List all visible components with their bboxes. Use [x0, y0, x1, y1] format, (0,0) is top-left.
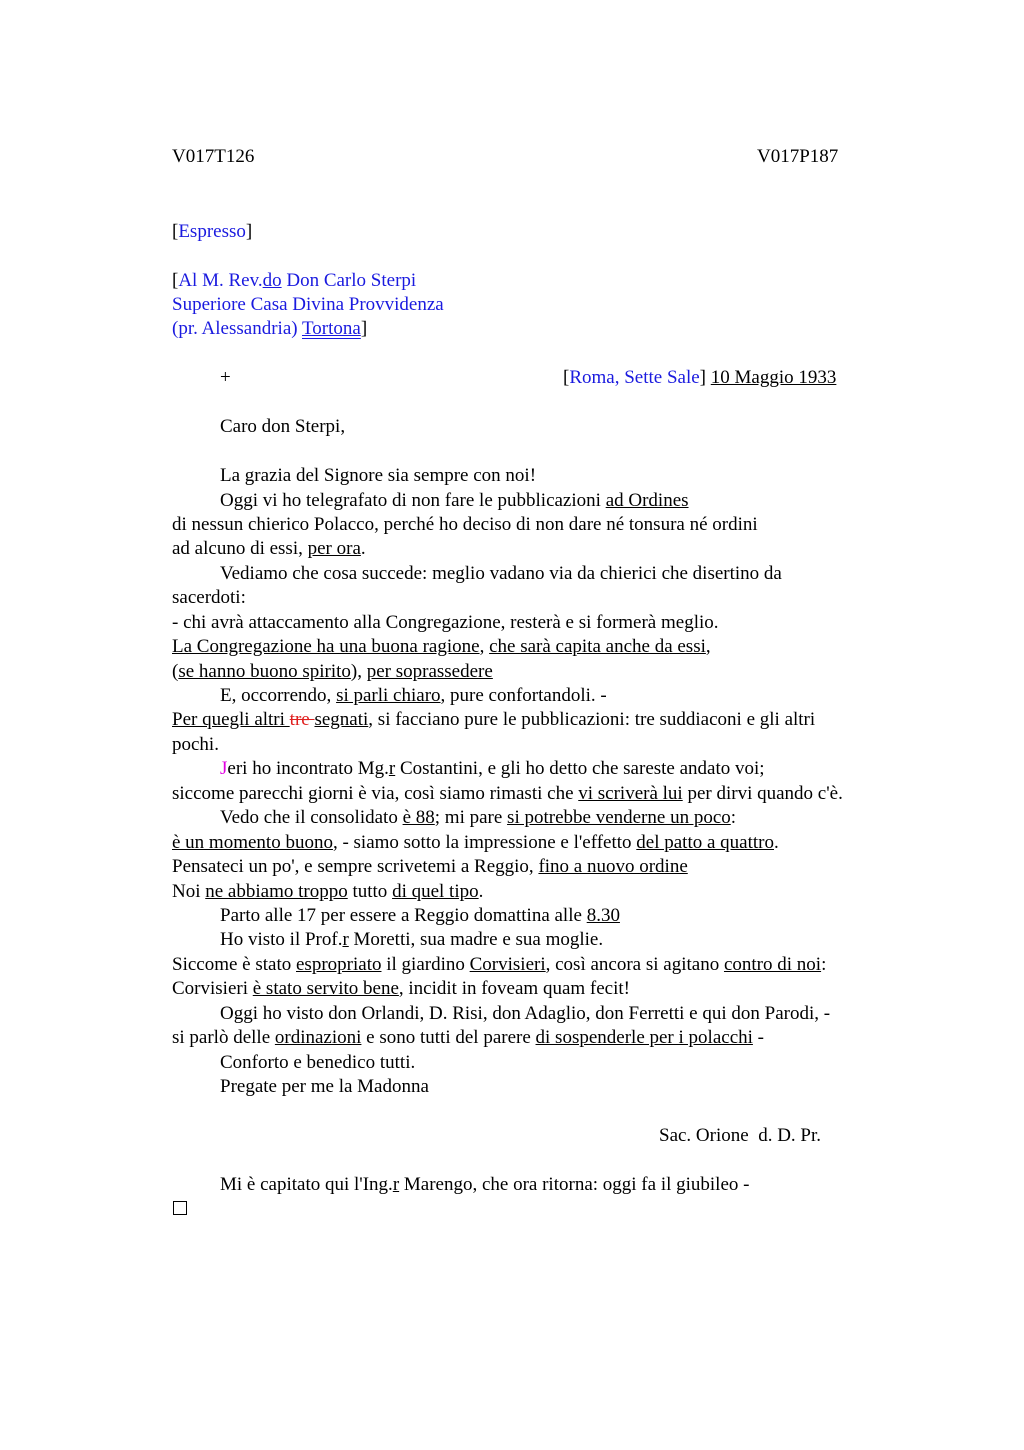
address-line-2: Superiore Casa Divina Provvidenza: [172, 294, 444, 315]
letter-line: Noi ne abbiamo troppo tutto di quel tipo.: [172, 881, 484, 902]
letter-line: siccome parecchi giorni è via, così siamo rimasti che vi scriverà lui per dirvi quando c'è.: [172, 783, 843, 804]
date: 10 Maggio 1933: [710, 367, 837, 388]
greeting: Caro don Sterpi,: [220, 416, 346, 437]
letter-line: La Congregazione ha una buona ragione, che sarà capita anche da essi,: [172, 636, 711, 657]
letter-line: di nessun chierico Polacco, perché ho deciso di non dare né tonsura né ordini: [172, 514, 758, 535]
delivery-note: [Espresso]: [172, 221, 253, 242]
place: Roma, Sette Sale: [569, 367, 700, 388]
letter-line: Oggi ho visto don Orlandi, D. Risi, don Adaglio, don Ferretti e qui don Parodi, -: [220, 1003, 831, 1024]
address-line-3: (pr. Alessandria) Tortona]: [172, 318, 368, 339]
letter-line: La grazia del Signore sia sempre con noi!: [220, 465, 537, 486]
letter-line: Jeri ho incontrato Mg.r Costantini, e gli ho detto che sareste andato voi;: [220, 758, 765, 779]
letter-line: - chi avrà attaccamento alla Congregazione, resterà e si formerà meglio.: [172, 612, 719, 633]
letter-line: pochi.: [172, 734, 219, 755]
letter-line: E, occorrendo, si parli chiaro, pure confortandoli. -: [220, 685, 607, 706]
letter-line: Pregate per me la Madonna: [220, 1076, 429, 1097]
signature: Sac. Orione d. D. Pr.: [659, 1125, 822, 1146]
letter-line: Pensateci un po', e sempre scrivetemi a Reggio, fino a nuovo ordine: [172, 856, 688, 877]
letter-line: ad alcuno di essi, per ora.: [172, 538, 366, 559]
archive-code-left: V017T126: [172, 146, 255, 167]
letter-line: Oggi vi ho telegrafato di non fare le pubblicazioni ad Ordines: [220, 490, 689, 511]
empty-checkbox-icon: [173, 1201, 187, 1215]
letter-line: Per quegli altri tre segnati, si facciano pure le pubblicazioni: tre suddiaconi e gli altri: [172, 709, 816, 730]
letter-line: Conforto e benedico tutti.: [220, 1052, 416, 1073]
letter-line: Ho visto il Prof.r Moretti, sua madre e sua moglie.: [220, 929, 604, 950]
letter-line: Vedo che il consolidato è 88; mi pare si potrebbe venderne un poco:: [220, 807, 737, 828]
struck-word: tre: [289, 709, 315, 730]
letter-line: Corvisieri è stato servito bene, incidit in foveam quam fecit!: [172, 978, 630, 999]
postscript: Mi è capitato qui l'Ing.r Marengo, che ora ritorna: oggi fa il giubileo -: [220, 1174, 750, 1195]
address-line-1: [Al M. Rev.do Don Carlo Sterpi: [172, 270, 417, 291]
letter-line: Siccome è stato espropriato il giardino Corvisieri, così ancora si agitano contro di noi:: [172, 954, 827, 975]
letter-line: (se hanno buono spirito), per soprassedere: [172, 661, 493, 682]
letter-line: si parlò delle ordinazioni e sono tutti del parere di sospenderle per i polacchi -: [172, 1027, 764, 1048]
cross-symbol: +: [220, 367, 231, 388]
letter-line: è un momento buono, - siamo sotto la impressione e l'effetto del patto a quattro.: [172, 832, 779, 853]
espresso-label: Espresso: [178, 221, 246, 242]
letter-line: sacerdoti:: [172, 587, 246, 608]
letter-line: Vediamo che cosa succede: meglio vadano via da chierici che disertino da: [220, 563, 782, 584]
dateline: [Roma, Sette Sale] 10 Maggio 1933: [563, 367, 837, 388]
archive-code-right: V017P187: [757, 146, 839, 167]
letter-line: Parto alle 17 per essere a Reggio domattina alle 8.30: [220, 905, 620, 926]
